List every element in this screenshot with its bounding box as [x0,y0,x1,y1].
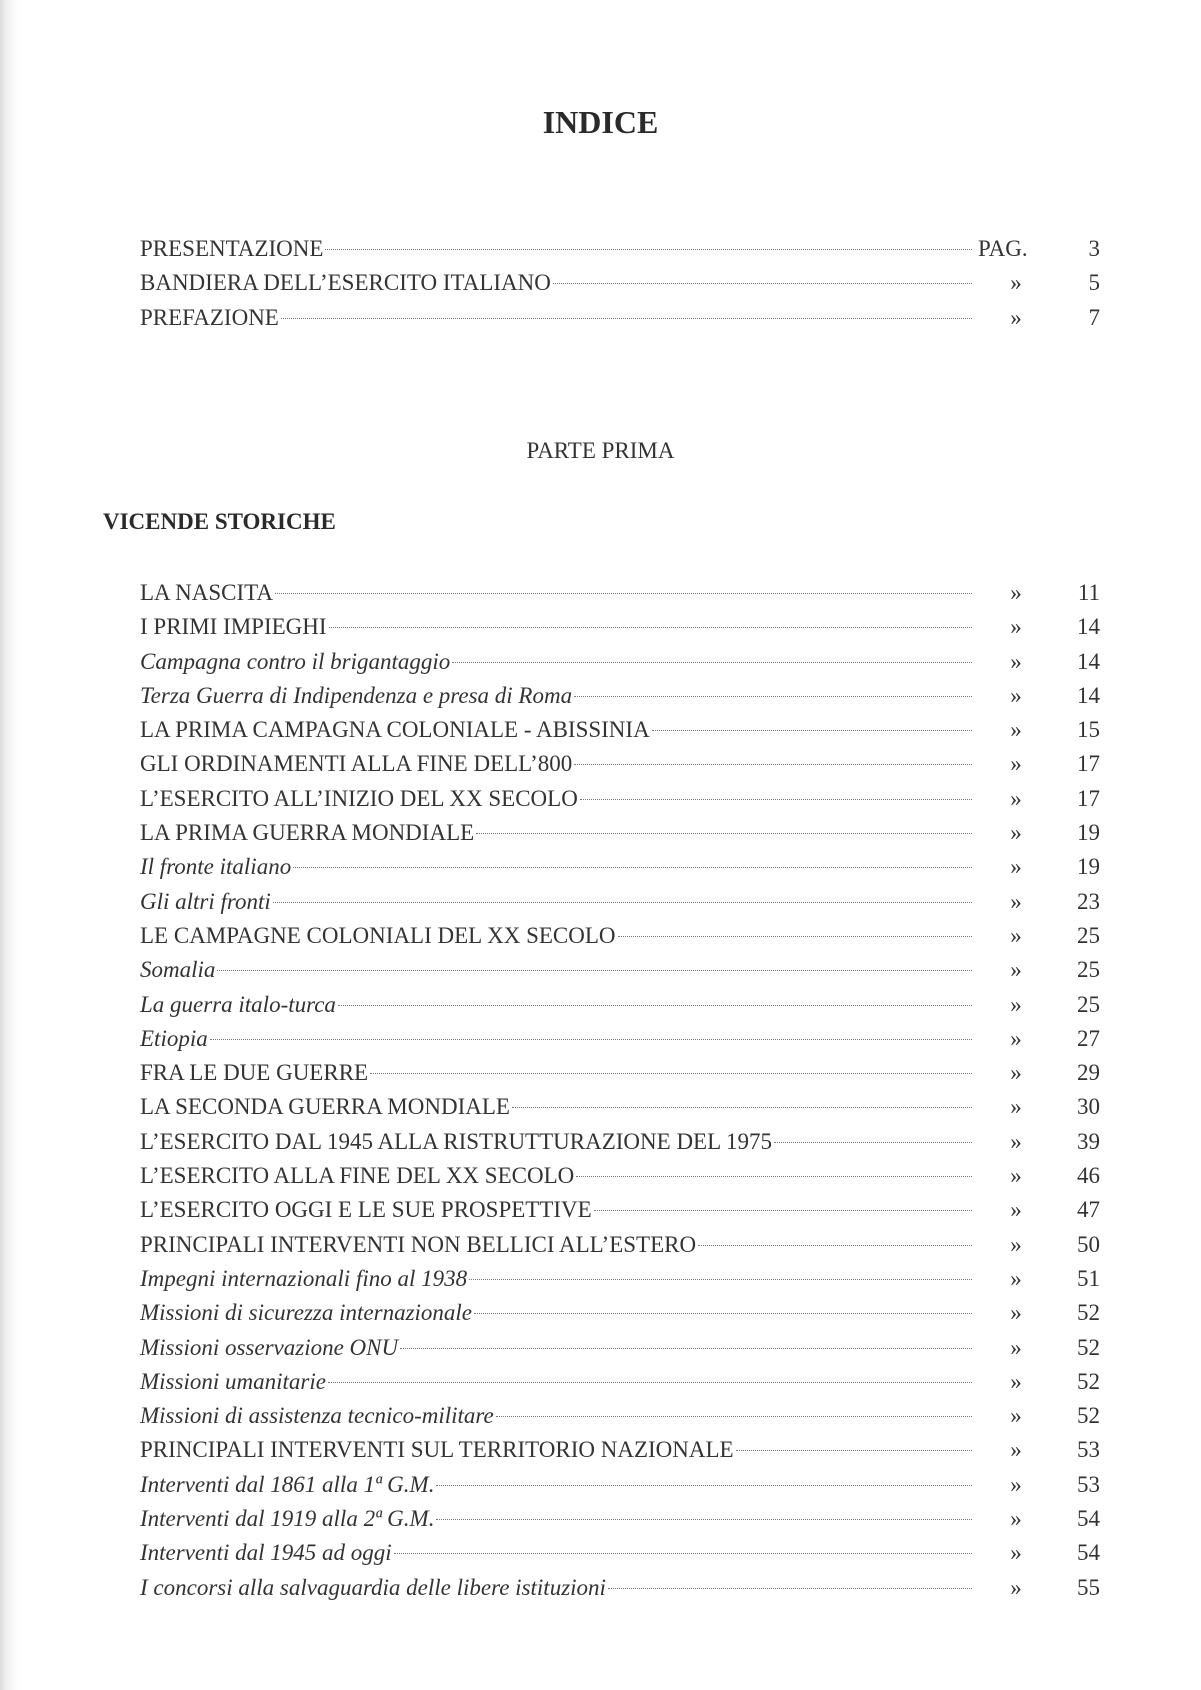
toc-entry-label: Missioni di assistenza tecnico-militare [140,1403,494,1429]
toc-entry-label: Impegni internazionali fino al 1938 [140,1265,468,1291]
toc-entry-page-mark: » [1010,1368,1022,1394]
toc-entry-page-number: 14 [1077,648,1100,674]
toc-entry-page-mark: » [1010,270,1022,296]
dot-leader [281,317,972,319]
toc-entry [140,1399,1100,1433]
toc-entry-page-mark: PAG. [978,236,1028,261]
dot-leader [736,1449,972,1451]
toc-entry-page-number: 52 [1077,1368,1100,1394]
page-title: INDICE [542,104,659,140]
dot-leader [210,1038,972,1040]
toc-entry-page-mark: » [1010,1574,1022,1600]
toc-entry-page-mark: » [1010,1128,1022,1154]
toc-entry-label: Campagna contro il brigantaggio [140,648,451,674]
toc-entry-page-mark: » [1010,1231,1022,1257]
dot-leader [436,1484,972,1486]
dot-leader [328,1381,972,1383]
toc-entry-label: Terza Guerra di Indipendenza e presa di Roma [140,682,573,708]
toc-entry-label: LA SECONDA GUERRA MONDIALE [140,1094,510,1120]
dot-leader [436,1518,972,1520]
toc-entry-page-number: 52 [1077,1334,1100,1360]
dot-leader [273,901,972,903]
toc-entry-page-number: 52 [1077,1300,1100,1326]
part-title: PARTE PRIMA [526,438,675,463]
toc-entry-page-number: 46 [1077,1163,1100,1189]
toc-entry-label: Il fronte italiano [140,854,292,880]
toc-entry-label: L’ESERCITO ALL’INIZIO DEL XX SECOLO [140,785,578,811]
toc-entry-page-mark: » [1010,751,1022,777]
toc-entry [140,1262,1100,1296]
toc-entry-page-number: 29 [1077,1060,1100,1086]
toc-entry-label: Etiopia [140,1025,208,1051]
toc-entry-page-number: 47 [1077,1197,1100,1223]
dot-leader [217,969,972,971]
toc-entry-page-number: 51 [1077,1265,1100,1291]
toc-entry-page-number: 52 [1077,1403,1100,1429]
toc-entry-page-mark: » [1010,922,1022,948]
toc-entry-page-number: 53 [1077,1437,1100,1463]
toc-entry-page-mark: » [1010,1197,1022,1223]
toc-entry [140,1090,1100,1124]
dot-leader [608,1587,972,1589]
toc-entry-label: LE CAMPAGNE COLONIALI DEL XX SECOLO [140,922,616,948]
toc-entry-page-mark: » [1010,682,1022,708]
toc-entry-label: BANDIERA DELL’ESERCITO ITALIANO [140,270,551,296]
toc-entry-page-number: 50 [1077,1231,1100,1257]
toc-entry-label: PRINCIPALI INTERVENTI SUL TERRITORIO NAZIONALE [140,1437,734,1463]
toc-entry-label: Missioni di sicurezza internazionale [140,1300,473,1326]
toc-entry-label: PREFAZIONE [140,304,279,330]
toc-entry-page-mark: » [1010,957,1022,983]
dot-leader [452,661,972,663]
toc-entry-page-mark: » [1010,1163,1022,1189]
toc-entry [140,1468,1100,1502]
toc-entry-page-mark: » [1010,820,1022,846]
dot-leader [338,1004,972,1006]
toc-entry [140,816,1100,850]
toc-entry-page-number: 19 [1077,854,1100,880]
toc-entry-label: Somalia [140,957,216,983]
toc-entry [140,1125,1100,1159]
dot-leader [370,1072,972,1074]
toc-entry-page-mark: » [1010,1265,1022,1291]
dot-leader [594,1209,972,1211]
dot-leader [574,695,972,697]
toc-entry-label: La guerra italo-turca [140,991,336,1017]
section-title: VICENDE STORICHE [103,509,336,534]
dot-leader [476,832,972,834]
toc-entry-page-number: 30 [1077,1094,1100,1120]
toc-entry-page-mark: » [1010,1540,1022,1566]
toc-entry [140,1056,1100,1090]
dot-leader [325,248,972,250]
toc-entry-page-number: 5 [1088,270,1100,296]
dot-leader [574,763,972,765]
toc-entry-label: FRA LE DUE GUERRE [140,1060,369,1086]
dot-leader [329,626,972,628]
toc-entry [140,1502,1100,1536]
toc-entry [140,885,1100,919]
toc-entry-label: Missioni umanitarie [140,1368,326,1394]
front-matter-list [140,232,1100,335]
toc-entry-label: I concorsi alla salvaguardia delle libere istituzioni [140,1574,606,1600]
toc-entry-page-number: 14 [1077,614,1100,640]
toc-entry-page-mark: » [1010,580,1022,605]
toc-entry [140,645,1100,679]
toc-entry-page-mark: » [1010,1025,1022,1051]
toc-entry-page-number: 25 [1077,922,1100,948]
toc-entry-label: L’ESERCITO ALLA FINE DEL XX SECOLO [140,1163,575,1189]
toc-entry [140,301,1100,335]
dot-leader [293,866,972,868]
toc-entry-label: LA NASCITA [140,580,273,605]
toc-entry [140,1536,1100,1570]
toc-entry [140,1022,1100,1056]
toc-entry-page-mark: » [1010,785,1022,811]
toc-entry-page-number: 11 [1077,580,1100,605]
toc-entry-page-number: 53 [1077,1471,1100,1497]
toc-entry-page-number: 19 [1077,820,1100,846]
dot-leader [618,935,972,937]
toc-entry [140,1571,1100,1605]
toc-entry [140,850,1100,884]
toc-entry [140,919,1100,953]
toc-entry [140,232,1100,266]
toc-entry [140,1296,1100,1330]
toc-entry-page-mark: » [1010,304,1022,330]
toc-entry-page-number: 27 [1077,1025,1100,1051]
toc-entry-page-number: 15 [1077,717,1100,743]
toc-entry-label: L’ESERCITO DAL 1945 ALLA RISTRUTTURAZIONE DEL 1975 [140,1128,773,1154]
toc-entry-page-number: 25 [1077,991,1100,1017]
toc-entry-label: I PRIMI IMPIEGHI [140,614,327,640]
toc-entry-page-mark: » [1010,991,1022,1017]
toc-entry [140,1159,1100,1193]
toc-entry-page-mark: » [1010,1334,1022,1360]
toc-entry-label: Interventi dal 1861 alla 1ª G.M. [140,1471,435,1497]
dot-leader [580,798,972,800]
dot-leader [400,1347,972,1349]
toc-entry-label: Missioni osservazione ONU [140,1334,399,1360]
toc-entry-label: PRESENTAZIONE [140,236,324,261]
toc-entry-page-mark: » [1010,1437,1022,1463]
toc-entry-page-mark: » [1010,1471,1022,1497]
toc-entry [140,988,1100,1022]
dot-leader [652,729,972,731]
toc-entry-label: GLI ORDINAMENTI ALLA FINE DELL’800 [140,751,573,777]
toc-entry [140,747,1100,781]
toc-entry-page-number: 3 [1088,236,1100,261]
toc-entry-page-number: 14 [1077,682,1100,708]
toc-entry-page-mark: » [1010,888,1022,914]
toc-entry [140,610,1100,644]
toc-entry-page-mark: » [1010,1060,1022,1086]
toc-entry-page-number: 39 [1077,1128,1100,1154]
toc-entry-page-number: 25 [1077,957,1100,983]
toc-entry-page-mark: » [1010,1300,1022,1326]
toc-entry-page-number: 23 [1077,888,1100,914]
toc-entry-label: LA PRIMA GUERRA MONDIALE [140,820,475,846]
dot-leader [496,1415,972,1417]
toc-entry-label: LA PRIMA CAMPAGNA COLONIALE - ABISSINIA [140,717,650,743]
toc-entry-page-number: 17 [1077,785,1100,811]
toc-entry-page-mark: » [1010,614,1022,640]
toc-entry-page-number: 55 [1077,1574,1100,1600]
toc-entry [140,953,1100,987]
toc-entry-page-number: 17 [1077,751,1100,777]
dot-leader [698,1244,972,1246]
toc-entry-page-number: 54 [1077,1540,1100,1566]
toc-entry-page-mark: » [1010,1094,1022,1120]
toc-entry-page-mark: » [1010,854,1022,880]
toc-entry [140,1365,1100,1399]
toc-entry-page-mark: » [1010,717,1022,743]
toc-entry [140,266,1100,300]
toc-entry [140,1193,1100,1227]
dot-leader [774,1141,972,1143]
toc-entry-label: Gli altri fronti [140,888,271,914]
toc-entry [140,1433,1100,1467]
toc-entry-label: Interventi dal 1945 ad oggi [140,1540,392,1566]
toc-entry [140,713,1100,747]
dot-leader [474,1312,972,1314]
toc-entry [140,679,1100,713]
toc-entry-page-mark: » [1010,1506,1022,1532]
toc-entry-page-number: 7 [1088,304,1100,330]
toc-entry-page-number: 54 [1077,1506,1100,1532]
toc-entry [140,1228,1100,1262]
toc-entry-label: L’ESERCITO OGGI E LE SUE PROSPETTIVE [140,1197,592,1223]
toc-entry [140,782,1100,816]
toc-entry-label: Interventi dal 1919 alla 2ª G.M. [140,1506,435,1532]
dot-leader [394,1552,972,1554]
dot-leader [553,282,972,284]
dot-leader [576,1175,972,1177]
toc-list [140,576,1100,1605]
toc-entry-page-mark: » [1010,648,1022,674]
toc-entry [140,576,1100,610]
dot-leader [512,1106,972,1108]
toc-entry-page-mark: » [1010,1403,1022,1429]
toc-entry [140,1331,1100,1365]
dot-leader [275,592,972,594]
toc-entry-label: PRINCIPALI INTERVENTI NON BELLICI ALL’ESTERO [140,1231,697,1257]
dot-leader [469,1278,972,1280]
